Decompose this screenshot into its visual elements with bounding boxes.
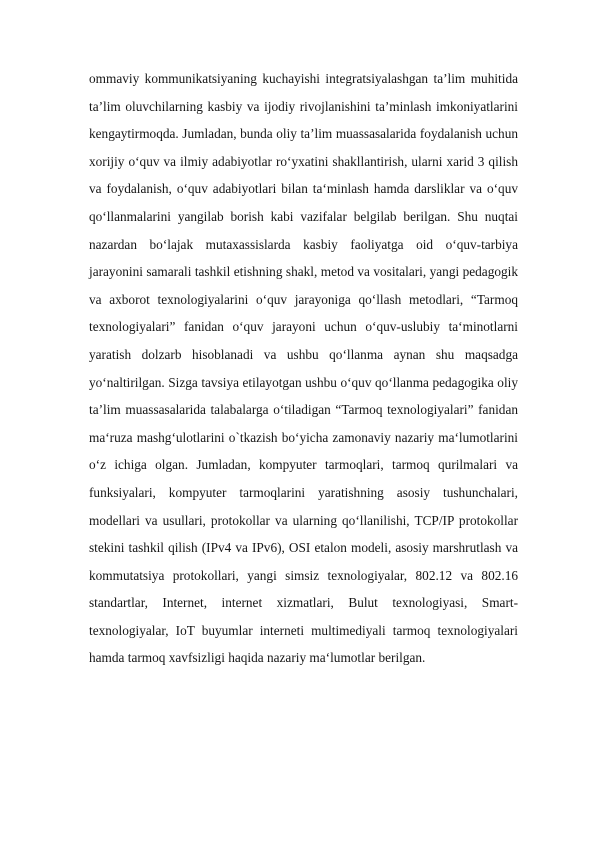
paragraph-line: texnologiyalari” fanidan o‘quv jarayoni uchun o‘quv-uslubiy ta‘minotlarni	[89, 319, 518, 335]
paragraph-line: qo‘llanmalarini yangilab borish kabi vazifalar belgilab berilgan. Shu nuqtai	[89, 208, 518, 224]
paragraph-line: standartlar, Internet, internet xizmatlari, Bulut texnologiyasi, Smart-	[89, 595, 518, 611]
paragraph-line: ommaviy kommunikatsiyaning kuchayishi integratsiyalashgan ta’lim muhitida	[89, 71, 518, 86]
paragraph-line: kommutatsiya protokollari, yangi simsiz texnologiyalar, 802.12 va 802.16	[89, 567, 518, 583]
paragraph-line: hamda tarmoq xavfsizligi haqida nazariy ma‘lumotlar berilgan.	[89, 650, 426, 666]
paragraph-line: o‘z ichiga olgan. Jumladan, kompyuter tarmoqlari, tarmoq qurilmalari va	[89, 457, 518, 473]
paragraph-line: ta’lim muassasalarida talabalarga o‘tiladigan “Tarmoq texnologiyalari” fanidan	[89, 402, 518, 418]
paragraph-line: modellari va usullari, protokollar va ularning qo‘llanilishi, TCP/IP protokollar	[89, 512, 518, 528]
paragraph-line: kengaytirmoqda. Jumladan, bunda oliy ta’lim muassasalarida foydalanish uchun	[89, 126, 518, 142]
paragraph-line: yo‘naltirilgan. Sizga tavsiya etilayotgan ushbu o‘quv qo‘llanma pedagogika oliy	[89, 374, 518, 390]
paragraph-line: stekini tashkil qilish (IPv4 va IPv6), OSI etalon modeli, asosiy marshrutlash va	[89, 540, 518, 556]
paragraph-line: funksiyalari, kompyuter tarmoqlarini yaratishning asosiy tushunchalari,	[89, 484, 518, 500]
paragraph-line: jarayonini samarali tashkil etishning shakl, metod va vositalari, yangi pedagogik	[89, 264, 518, 280]
body-paragraph	[89, 65, 518, 672]
paragraph-line: xorijiy o‘quv va ilmiy adabiyotlar ro‘yxatini shakllantirish, ularni xarid 3 qilish	[89, 153, 518, 169]
paragraph-line: nazardan bo‘lajak mutaxassislarda kasbiy faoliyatga oid o‘quv-tarbiya	[89, 236, 518, 252]
paragraph-line: va axborot texnologiyalarini o‘quv jarayoniga qo‘llash metodlari, “Tarmoq	[89, 291, 518, 307]
paragraph-line: ta’lim oluvchilarning kasbiy va ijodiy rivojlanishini ta’minlash imkoniyatlarini	[89, 98, 518, 114]
paragraph-line: yaratish dolzarb hisoblanadi va ushbu qo‘llanma aynan shu maqsadga	[89, 346, 518, 362]
paragraph-line: va foydalanish, o‘quv adabiyotlari bilan ta‘minlash hamda darsliklar va o‘quv	[89, 181, 518, 197]
paragraph-line: texnologiyalar, IoT buyumlar interneti multimediyali tarmoq texnologiyalari	[89, 622, 518, 638]
paragraph-line: ma‘ruza mashg‘ulotlarini o`tkazish bo‘yicha zamonaviy nazariy ma‘lumotlarini	[89, 429, 518, 445]
